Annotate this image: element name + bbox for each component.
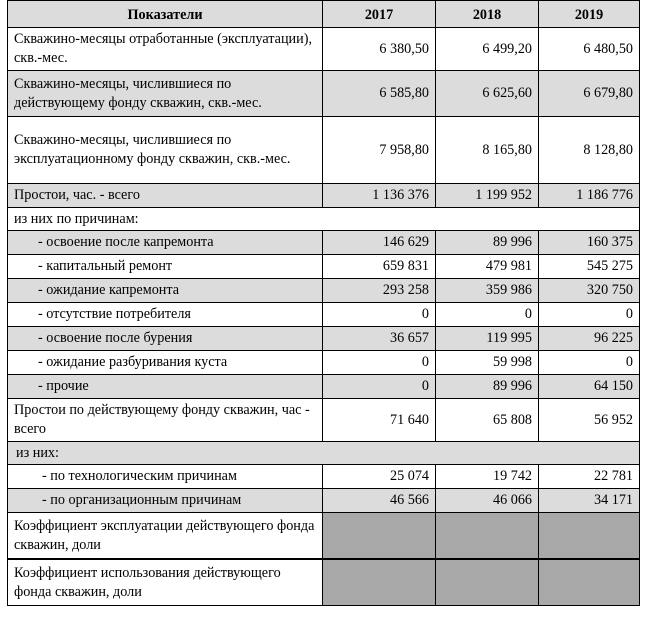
row-label: - по организационным причинам <box>8 489 323 513</box>
table-row <box>8 559 640 606</box>
row-label: Коэффициент использования действующего фонда скважин, доли <box>8 559 323 606</box>
row-label: Скважино-месяцы отработанные (эксплуатации), скв.-мес. <box>8 28 323 71</box>
row-label: из них: <box>8 442 640 465</box>
empty-cell-2019 <box>539 513 640 560</box>
empty-cell-2019 <box>539 559 640 606</box>
value-2017: 0 <box>323 351 436 375</box>
value-2019: 320 750 <box>539 279 640 303</box>
empty-cell-2017 <box>323 559 436 606</box>
value-2018: 59 998 <box>436 351 539 375</box>
value-2019: 6 480,50 <box>539 28 640 71</box>
table-row <box>8 279 640 303</box>
table-row <box>8 442 640 465</box>
value-2018: 65 808 <box>436 399 539 442</box>
row-label: Простои по действующему фонду скважин, час - всего <box>8 399 323 442</box>
row-label: - ожидание капремонта <box>8 279 323 303</box>
value-2019: 64 150 <box>539 375 640 399</box>
table-row <box>8 71 640 117</box>
table-row <box>8 351 640 375</box>
value-2019: 545 275 <box>539 255 640 279</box>
row-label: из них по причинам: <box>8 208 640 231</box>
value-2019: 0 <box>539 303 640 327</box>
row-label: Простои, час. - всего <box>8 184 323 208</box>
value-2017: 1 136 376 <box>323 184 436 208</box>
table-row <box>8 489 640 513</box>
header-year-2018: 2018 <box>436 1 539 28</box>
value-2017: 7 958,80 <box>323 117 436 184</box>
value-2018: 89 996 <box>436 375 539 399</box>
value-2017: 46 566 <box>323 489 436 513</box>
empty-cell-2017 <box>323 513 436 560</box>
table-row <box>8 28 640 71</box>
table-header-row <box>8 1 640 28</box>
row-label: - капитальный ремонт <box>8 255 323 279</box>
value-2017: 0 <box>323 303 436 327</box>
value-2017: 293 258 <box>323 279 436 303</box>
value-2019: 6 679,80 <box>539 71 640 117</box>
table-row <box>8 327 640 351</box>
table-row <box>8 399 640 442</box>
value-2017: 659 831 <box>323 255 436 279</box>
table-row <box>8 117 640 184</box>
value-2017: 71 640 <box>323 399 436 442</box>
table-row <box>8 184 640 208</box>
value-2017: 25 074 <box>323 465 436 489</box>
empty-cell-2018 <box>436 513 539 560</box>
table-row <box>8 303 640 327</box>
row-label: - по технологическим причинам <box>8 465 323 489</box>
value-2018: 479 981 <box>436 255 539 279</box>
table-row <box>8 375 640 399</box>
row-label: - прочие <box>8 375 323 399</box>
row-label: - освоение после бурения <box>8 327 323 351</box>
value-2018: 119 995 <box>436 327 539 351</box>
table-row <box>8 255 640 279</box>
table-row <box>8 208 640 231</box>
row-label: - освоение после капремонта <box>8 231 323 255</box>
value-2018: 8 165,80 <box>436 117 539 184</box>
table-row <box>8 513 640 560</box>
value-2019: 1 186 776 <box>539 184 640 208</box>
value-2019: 22 781 <box>539 465 640 489</box>
value-2018: 89 996 <box>436 231 539 255</box>
table-row <box>8 465 640 489</box>
value-2019: 56 952 <box>539 399 640 442</box>
value-2019: 160 375 <box>539 231 640 255</box>
empty-cell-2018 <box>436 559 539 606</box>
value-2018: 359 986 <box>436 279 539 303</box>
header-indicators: Показатели <box>8 1 323 28</box>
row-label: Коэффициент эксплуатации действующего фонда скважин, доли <box>8 513 323 560</box>
value-2018: 6 499,20 <box>436 28 539 71</box>
value-2018: 1 199 952 <box>436 184 539 208</box>
value-2019: 34 171 <box>539 489 640 513</box>
value-2018: 0 <box>436 303 539 327</box>
header-year-2019: 2019 <box>539 1 640 28</box>
value-2018: 6 625,60 <box>436 71 539 117</box>
indicators-table <box>7 0 640 606</box>
row-label: - ожидание разбуривания куста <box>8 351 323 375</box>
value-2019: 96 225 <box>539 327 640 351</box>
header-year-2017: 2017 <box>323 1 436 28</box>
value-2018: 19 742 <box>436 465 539 489</box>
value-2018: 46 066 <box>436 489 539 513</box>
value-2017: 36 657 <box>323 327 436 351</box>
value-2017: 0 <box>323 375 436 399</box>
value-2017: 6 380,50 <box>323 28 436 71</box>
row-label: Скважино-месяцы, числившиеся по действующему фонду скважин, скв.-мес. <box>8 71 323 117</box>
value-2019: 8 128,80 <box>539 117 640 184</box>
value-2017: 146 629 <box>323 231 436 255</box>
indicators-table-wrapper <box>7 0 639 606</box>
row-label: - отсутствие потребителя <box>8 303 323 327</box>
value-2017: 6 585,80 <box>323 71 436 117</box>
row-label: Скважино-месяцы, числившиеся по эксплуатационному фонду скважин, скв.-мес. <box>8 117 323 184</box>
value-2019: 0 <box>539 351 640 375</box>
table-row <box>8 231 640 255</box>
